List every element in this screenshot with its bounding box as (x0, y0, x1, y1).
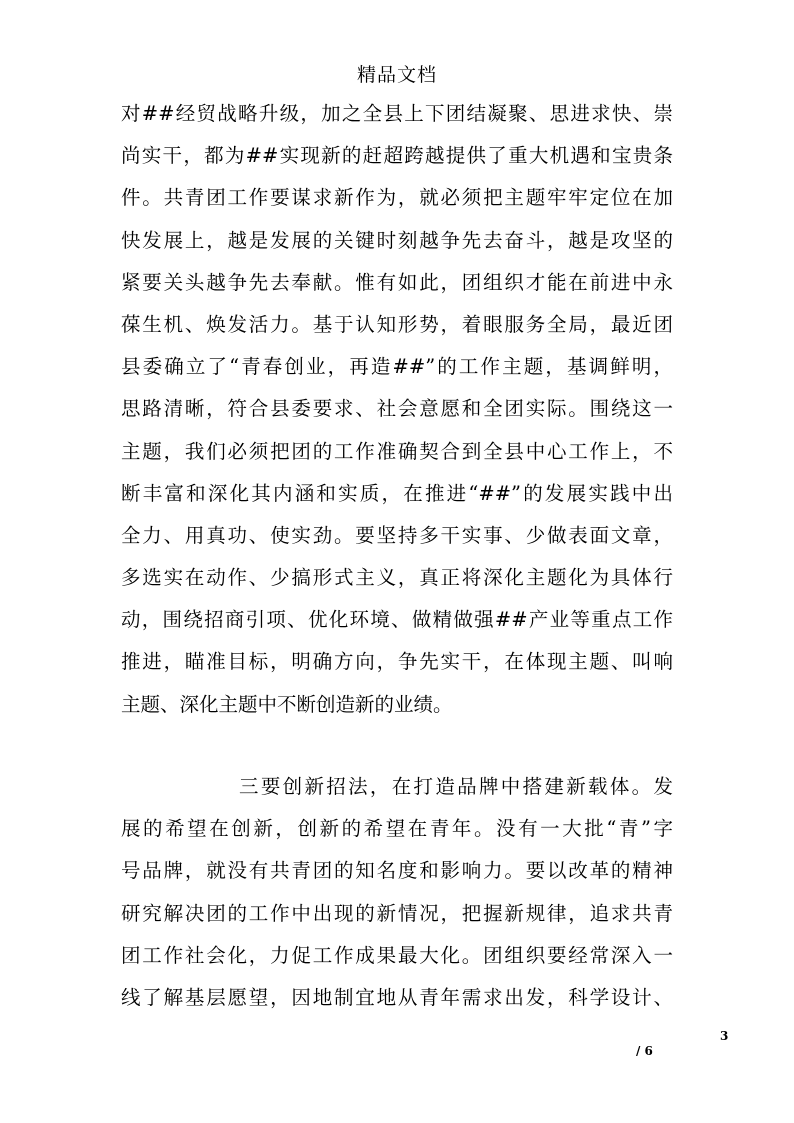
text-line: 件。共青团工作要谋求新作为，就必须把主题牢牢定位在加 (121, 186, 673, 210)
text-line: 三要创新招法，在打造品牌中搭建新载体。发 (239, 775, 673, 798)
text-line: 葆生机、焕发活力。基于认知形势，着眼服务全局，最近团 (121, 312, 673, 336)
page-total: / 6 (636, 1044, 653, 1058)
text-line: 对##经贸战略升级，加之全县上下团结凝聚、思进求快、崇 (121, 102, 673, 125)
text-line: 展的希望在创新，创新的希望在青年。没有一大批“青”字 (121, 817, 673, 841)
text-line: 主题，我们必须把团的工作准确契合到全县中心工作上，不 (121, 439, 673, 463)
text-line: 县委确立了“青春创业，再造##”的工作主题，基调鲜明， (121, 355, 673, 379)
page-number: 3 (720, 1029, 729, 1043)
paragraph-1 (121, 93, 673, 726)
text-line: 推进，瞄准目标，明确方向，争先实干，在体现主题、叫响 (121, 650, 673, 674)
page-header-title: 精品文档 (356, 64, 437, 86)
text-line: 紧要关头越争先去奉献。惟有如此，团组织才能在前进中永 (121, 270, 673, 294)
text-line: 主题、深化主题中不断创造新的业绩。 (121, 692, 453, 716)
text-line: 研究解决团的工作中出现的新情况，把握新规律，追求共青 (121, 901, 673, 925)
text-line: 线了解基层愿望，因地制宜地从青年需求出发，科学设计、 (121, 985, 673, 1009)
text-line: 快发展上，越是发展的关键时刻越争先去奋斗，越是攻坚的 (121, 228, 673, 252)
text-line: 团工作社会化，力促工作成果最大化。团组织要经常深入一 (121, 943, 673, 967)
text-line: 号品牌，就没有共青团的知名度和影响力。要以改革的精神 (121, 859, 673, 883)
text-line: 全力、用真功、使实劲。要坚持多干实事、少做表面文章， (121, 523, 673, 547)
text-line: 思路清晰，符合县委要求、社会意愿和全团实际。围绕这一 (121, 397, 673, 421)
text-line: 断丰富和深化其内涵和实质，在推进“##”的发展实践中出 (121, 481, 673, 505)
text-line: 尚实干，都为##实现新的赶超跨越提供了重大机遇和宝贵条 (121, 144, 673, 168)
text-line: 动，围绕招商引项、优化环境、做精做强##产业等重点工作 (121, 608, 673, 632)
text-line: 多选实在动作、少搞形式主义，真正将深化主题化为具体行 (121, 566, 673, 590)
paragraph-2 (121, 766, 673, 1019)
